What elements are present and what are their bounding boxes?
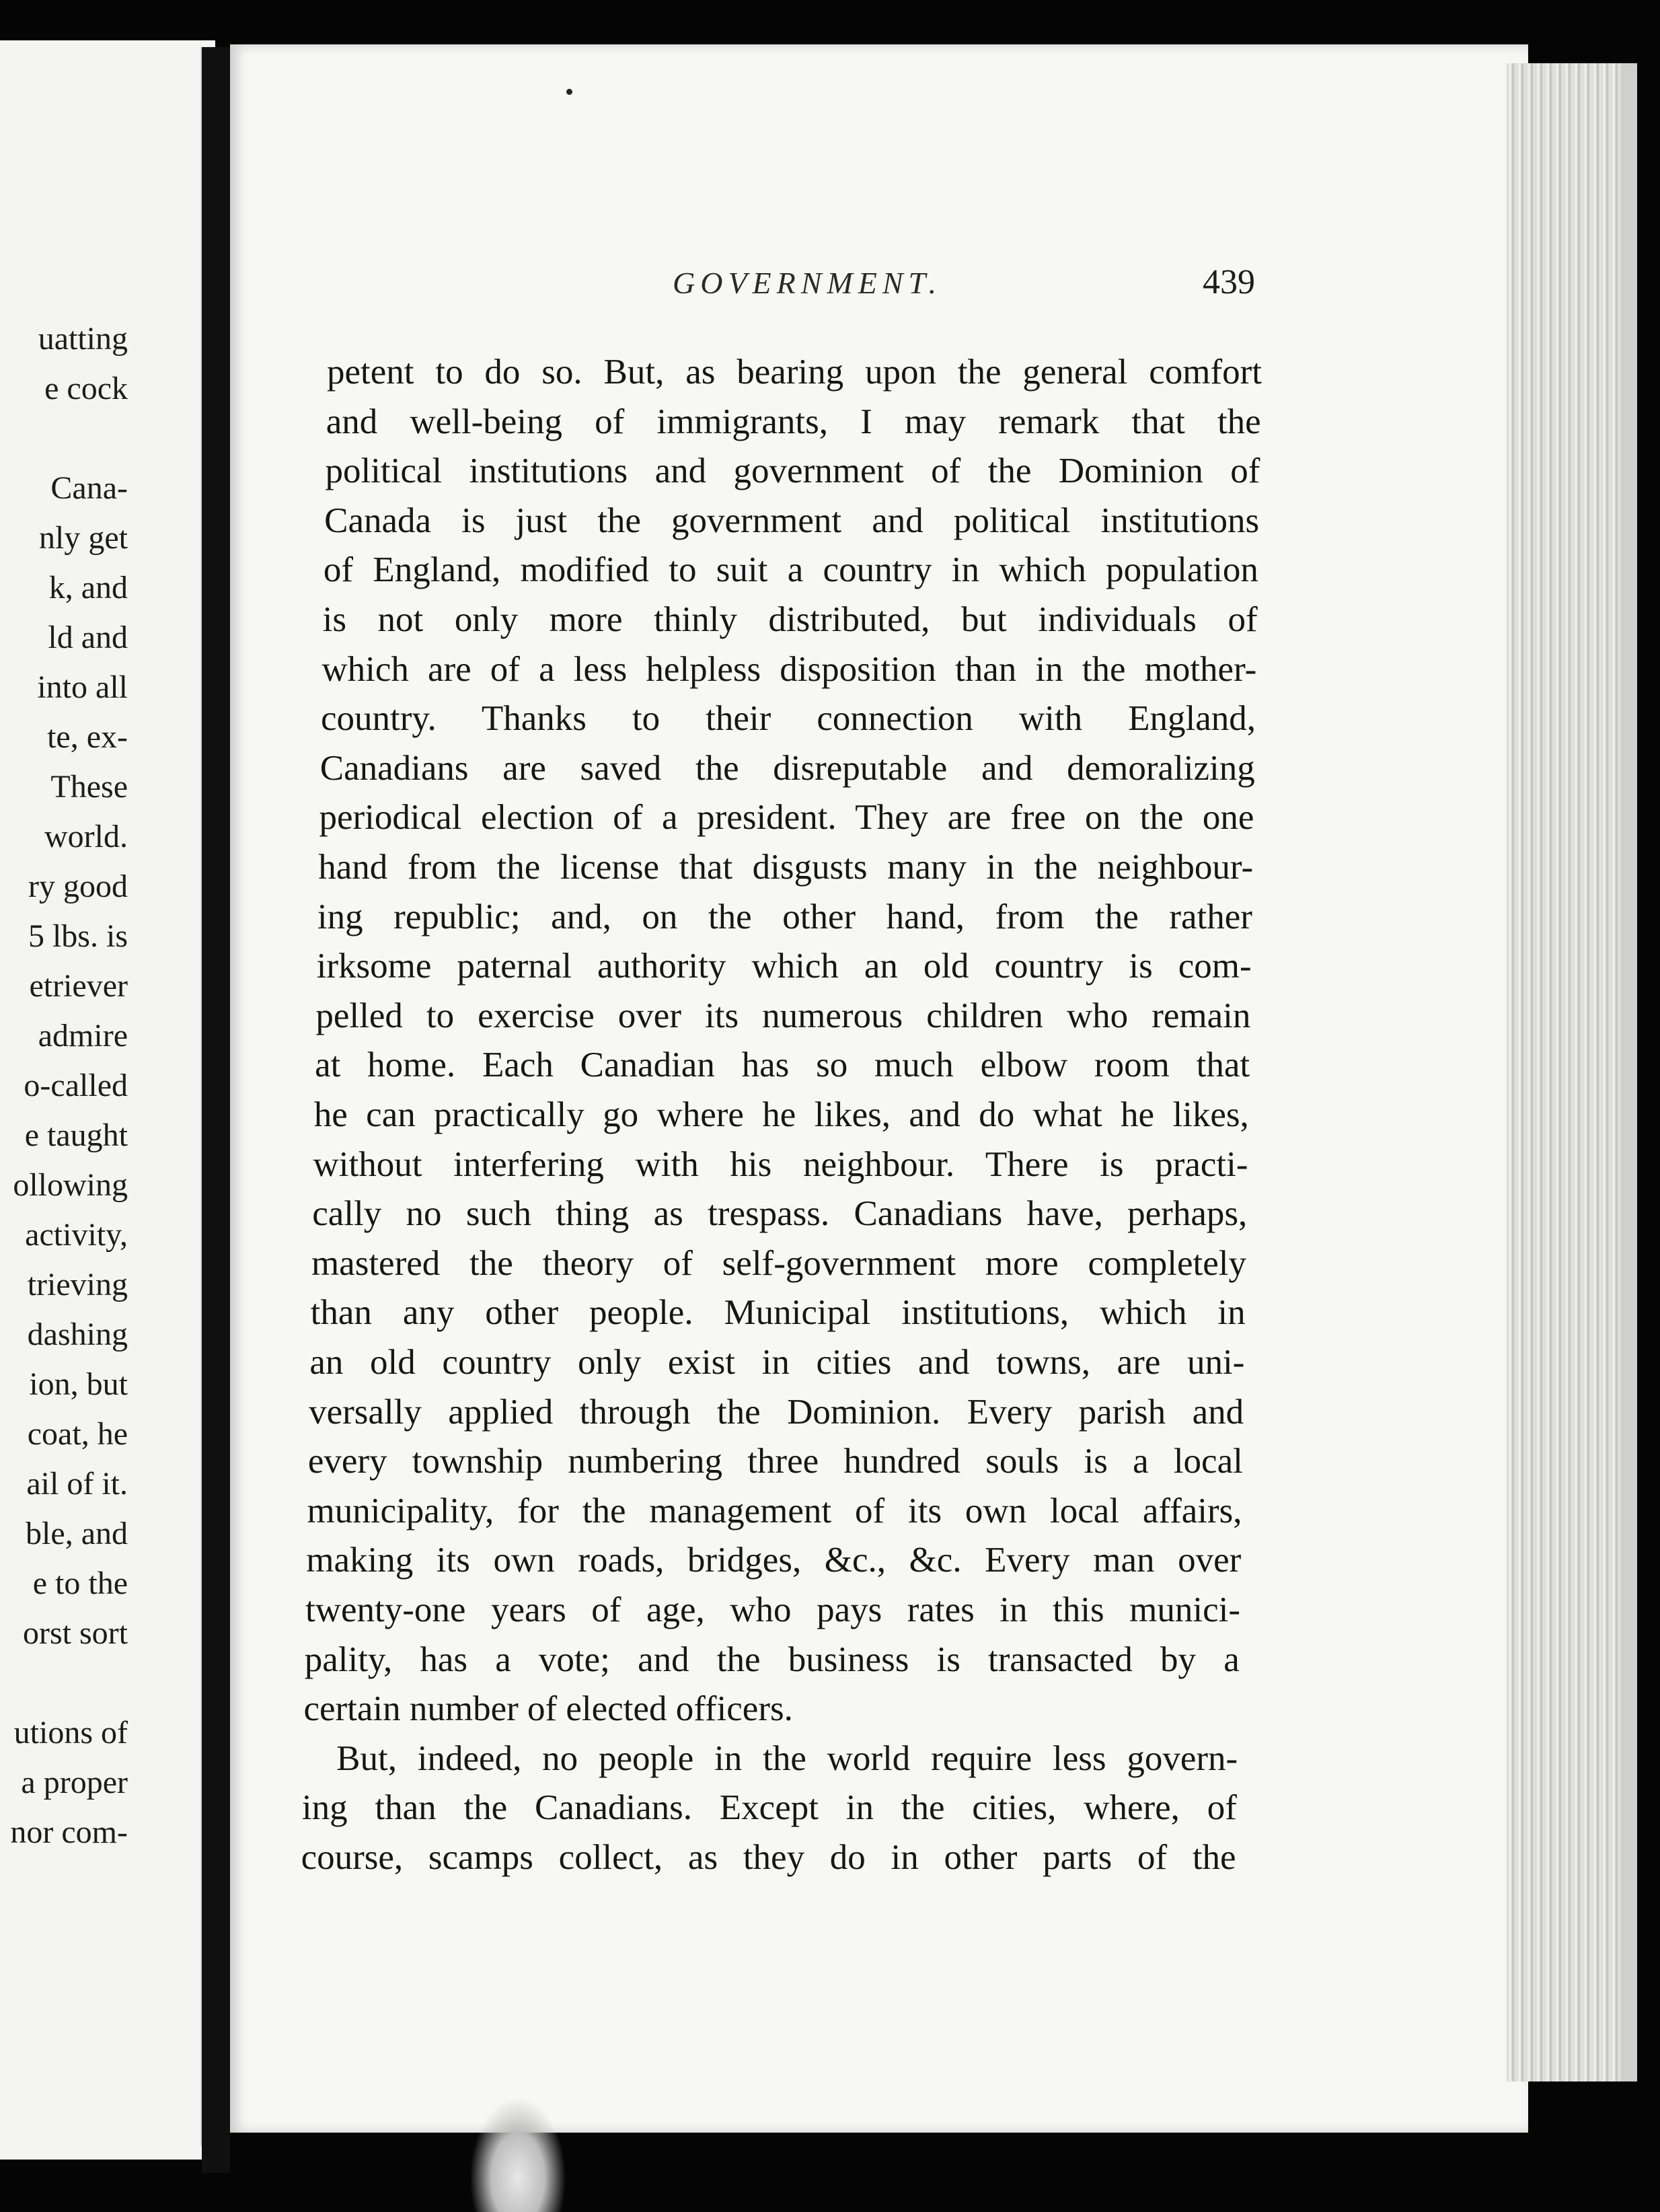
body-line	[321, 696, 1256, 741]
left-page-line: admire	[38, 1018, 128, 1054]
page-edges	[1507, 63, 1621, 2081]
body-line	[317, 944, 1252, 988]
left-page-line: utions of	[13, 1715, 128, 1750]
page-edge-outer	[1621, 63, 1637, 2081]
left-page-line: k, and	[48, 570, 128, 605]
left-page-line: nor com-	[10, 1814, 128, 1850]
body-line-text: municipality, for the management of its own local affairs,	[307, 1491, 1242, 1531]
body-line-text: petent to do so. But, as bearing upon the general comfort	[327, 353, 1262, 392]
body-line-text: certain number of elected officers.	[303, 1689, 793, 1729]
left-page-line: nly get	[39, 520, 128, 556]
body-line-text: pality, has a vote; and the business is transacted by a	[304, 1639, 1240, 1679]
left-page-line: te, ex-	[47, 719, 128, 755]
body-line	[305, 1588, 1240, 1632]
left-page-line: world.	[44, 819, 128, 854]
body-line-text: and well-being of immigrants, I may remark that the	[326, 402, 1261, 441]
body-line-text: political institutions and government of the Dominion of	[325, 451, 1260, 491]
body-line	[317, 895, 1252, 939]
left-page-line: a proper	[21, 1765, 128, 1800]
left-page-line: etriever	[29, 968, 128, 1004]
left-page-line: into all	[37, 669, 128, 705]
left-page-line: ollowing	[13, 1167, 128, 1203]
body-line-text: Canadians are saved the disreputable and demoralizing	[319, 748, 1255, 788]
body-line	[323, 597, 1258, 642]
body-line	[325, 449, 1260, 493]
body-line-text: mastered the theory of self-government more completely	[311, 1243, 1246, 1283]
body-line-text: irksome paternal authority which an old country is com-	[316, 947, 1252, 986]
body-line-text: course, scamps collect, as they do in other parts of the	[301, 1838, 1236, 1877]
body-line-text: Canada is just the government and political institutions	[324, 501, 1260, 540]
body-line-text: every township numbering three hundred souls is a local	[307, 1442, 1243, 1481]
body-line	[303, 1687, 1238, 1731]
body-line-text: versally applied through the Dominion. Every parish and	[309, 1392, 1244, 1432]
body-line	[306, 1538, 1241, 1582]
body-line-text: an old country only exist in cities and towns, are uni-	[309, 1343, 1245, 1382]
body-line-text: ing than the Canadians. Except in the cities, where, of	[301, 1788, 1237, 1828]
body-line	[324, 548, 1258, 592]
body-line	[301, 1835, 1236, 1880]
body-line-text: of England, modified to suit a country in which population	[323, 550, 1258, 590]
left-page-line: ion, but	[29, 1366, 128, 1402]
left-page-line: e taught	[24, 1117, 128, 1153]
body-line-text: he can practically go where he likes, and do what he likes,	[313, 1095, 1249, 1134]
body-line	[314, 1093, 1249, 1137]
body-line-text: ing republic; and, on the other hand, from the rather	[317, 897, 1252, 936]
running-header: GOVERNMENT.	[673, 266, 942, 300]
left-page-line: e cock	[44, 371, 128, 406]
body-line	[322, 647, 1256, 692]
body-line-text: hand from the license that disgusts many in the neighbour-	[318, 848, 1254, 887]
body-line-text: making its own roads, bridges, &c., &c. Every man over	[306, 1541, 1242, 1580]
body-line	[309, 1340, 1244, 1385]
left-page-line: Cana-	[50, 470, 128, 506]
left-page-line: 5 lbs. is	[28, 918, 128, 954]
left-page-line: coat, he	[27, 1416, 128, 1452]
body-line-text: But, indeed, no people in the world require less govern-	[336, 1738, 1238, 1778]
body-line	[311, 1290, 1246, 1335]
left-page-line: dashing	[27, 1317, 128, 1352]
body-line-text: without interfering with his neighbour. There is practi-	[313, 1144, 1248, 1184]
body-line	[336, 1736, 1238, 1781]
body-line-text: pelled to exercise over its numerous children who remain	[315, 996, 1251, 1035]
left-page-line: activity,	[25, 1217, 128, 1253]
left-page-line: e to the	[32, 1565, 128, 1601]
book-spine	[202, 47, 230, 2173]
body-line-text: periodical election of a president. They are free on the one	[319, 798, 1254, 838]
left-facing-page	[0, 40, 215, 2160]
body-line	[313, 1142, 1248, 1187]
left-page-line: orst sort	[23, 1615, 128, 1651]
body-line	[308, 1439, 1243, 1483]
body-line-text: at home. Each Canadian has so much elbow room that	[315, 1045, 1250, 1085]
body-line	[320, 746, 1255, 790]
left-page-line: ry good	[28, 869, 128, 904]
body-line-text: country. Thanks to their connection with England,	[321, 699, 1256, 739]
left-page-line: ld and	[48, 620, 128, 655]
body-line	[318, 845, 1253, 889]
body-line	[326, 400, 1261, 444]
body-line	[307, 1489, 1242, 1533]
left-page-line: These	[50, 769, 128, 805]
body-line-text: twenty-one years of age, who pays rates in this munici-	[305, 1590, 1240, 1629]
body-line-text: which are of a less helpless disposition than in the mother-	[322, 649, 1257, 689]
body-line	[324, 499, 1259, 543]
left-page-line: trieving	[27, 1267, 128, 1302]
left-page-line: ble, and	[26, 1516, 128, 1551]
body-line-text: is not only more thinly distributed, but individuals of	[322, 600, 1258, 639]
left-page-line: ail of it.	[26, 1466, 128, 1502]
left-page-line: uatting	[38, 321, 128, 357]
body-line	[311, 1241, 1246, 1286]
left-page-line: o-called	[24, 1068, 128, 1103]
body-line-text: than any other people. Municipal institutions, which in	[310, 1293, 1246, 1333]
body-line	[327, 350, 1262, 394]
thumb-blur	[471, 2099, 565, 2212]
body-line	[315, 994, 1250, 1038]
body-line	[309, 1390, 1244, 1434]
body-line	[305, 1637, 1240, 1682]
body-line	[319, 795, 1254, 840]
body-line	[315, 1043, 1250, 1087]
ink-speck	[566, 89, 572, 95]
body-line	[312, 1191, 1247, 1236]
body-line-text: cally no such thing as trespass. Canadians have, perhaps,	[312, 1194, 1248, 1234]
page-number: 439	[1203, 263, 1255, 301]
body-line	[302, 1785, 1237, 1830]
